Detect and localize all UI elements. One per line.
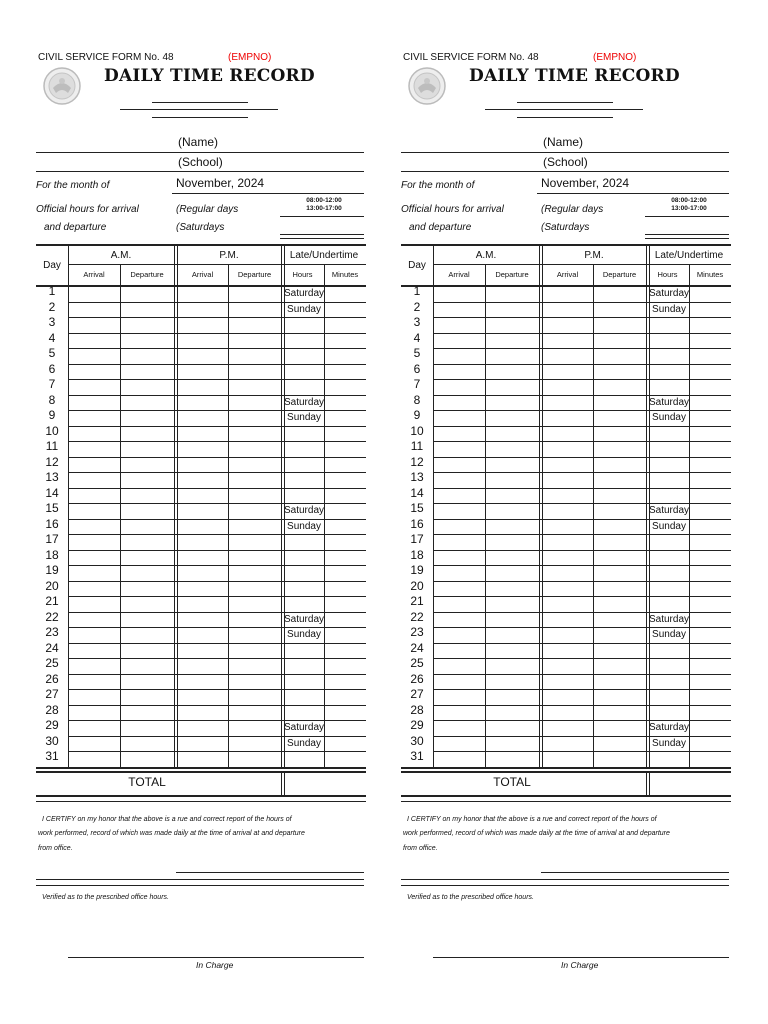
weekend-mark: Saturday [283, 505, 325, 516]
day-number: 14 [45, 485, 59, 500]
time-table [401, 244, 731, 804]
dtr-form-copy [401, 0, 731, 1024]
time-table [36, 244, 366, 804]
day-number: 31 [45, 749, 59, 763]
total-label: TOTAL [128, 775, 166, 789]
day-number: 16 [410, 516, 424, 531]
day-number: 19 [410, 563, 424, 577]
day-number: 26 [410, 671, 424, 686]
weekend-mark: Saturday [283, 288, 325, 299]
day-number: 23 [45, 625, 59, 639]
day-number: 7 [413, 377, 421, 391]
certify-text-3: from office. [38, 845, 73, 852]
header-day: Day [43, 260, 61, 271]
total-label: TOTAL [493, 775, 531, 789]
day-number: 22 [410, 609, 424, 624]
day-number: 18 [45, 547, 59, 562]
day-number: 12 [410, 454, 424, 469]
weekend-mark: Sunday [287, 412, 321, 423]
certify-text-1: I CERTIFY on my honor that the above is a rue and correct report of the hours of [407, 816, 657, 823]
day-number: 9 [413, 408, 421, 422]
header-pm-departure: Departure [602, 270, 637, 279]
header-pm: P.M. [219, 250, 239, 261]
day-number: 2 [413, 299, 421, 314]
weekend-mark: Sunday [652, 629, 686, 640]
day-number: 17 [410, 532, 424, 546]
day-number: 1 [48, 284, 56, 298]
header-minutes: Minutes [331, 270, 359, 279]
form-title: DAILY TIME RECORD [104, 66, 315, 86]
day-number: 27 [410, 687, 424, 701]
header-pm: P.M. [584, 250, 604, 261]
weekend-mark: Sunday [287, 303, 321, 315]
day-number: 2 [48, 299, 56, 314]
header-am: A.M. [110, 250, 132, 261]
header-hours: Hours [292, 270, 313, 279]
day-number: 15 [45, 501, 59, 515]
table-top-border [401, 244, 731, 246]
day-number: 7 [48, 377, 56, 391]
day-number: 11 [410, 439, 424, 453]
day-number: 21 [410, 594, 424, 608]
day-number: 30 [410, 733, 424, 748]
day-number: 28 [410, 702, 424, 717]
hours-am: 08:00-12:00 [671, 197, 707, 204]
weekend-mark: Saturday [648, 722, 690, 733]
form-title: DAILY TIME RECORD [469, 66, 680, 86]
header-late: Late/Undertime [289, 250, 359, 261]
weekend-mark: Sunday [287, 520, 321, 532]
weekend-mark: Saturday [648, 288, 690, 299]
weekend-mark: Sunday [287, 629, 321, 640]
day-number: 25 [410, 656, 424, 670]
day-number: 26 [45, 671, 59, 686]
weekend-mark: Sunday [652, 303, 686, 315]
month-label: For the month of [36, 180, 110, 191]
day-number: 4 [413, 330, 421, 345]
day-number: 6 [48, 361, 56, 376]
day-number: 30 [45, 733, 59, 748]
weekend-mark: Saturday [283, 722, 325, 733]
hours-pm: 13:00-17:00 [671, 205, 707, 212]
in-charge-line [68, 957, 364, 958]
day-number: 13 [410, 470, 424, 484]
day-number: 15 [410, 501, 424, 515]
day-number: 21 [45, 594, 59, 608]
day-number: 18 [410, 547, 424, 562]
regular-days-label: (Regular days [541, 204, 604, 215]
table-top-border [36, 244, 366, 246]
day-number: 29 [45, 718, 59, 732]
weekend-mark: Saturday [283, 613, 325, 625]
form-number: CIVIL SERVICE FORM No. 48 [403, 52, 539, 63]
day-number: 1 [413, 284, 421, 298]
day-number: 4 [48, 330, 56, 345]
official-hours-label-2: and departure [409, 222, 472, 233]
day-number: 22 [45, 609, 59, 624]
month-label: For the month of [401, 180, 475, 191]
day-number: 8 [413, 392, 421, 407]
header-am: A.M. [475, 250, 497, 261]
saturdays-label: (Saturdays [176, 222, 225, 233]
weekend-mark: Saturday [283, 396, 325, 408]
day-number: 20 [410, 578, 424, 593]
header-pm-arrival: Arrival [556, 270, 579, 279]
table-bottom-border [401, 767, 731, 769]
header-hours: Hours [657, 270, 678, 279]
weekend-mark: Saturday [648, 505, 690, 516]
table-bottom-border [36, 767, 366, 769]
header-late: Late/Undertime [654, 250, 724, 261]
verified-text: Verified as to the prescribed office hours. [42, 894, 169, 901]
day-number: 10 [410, 423, 424, 438]
day-number: 13 [45, 470, 59, 484]
employee-name: (Name) [543, 135, 584, 149]
official-hours-label: Official hours for arrival [36, 204, 139, 215]
weekend-mark: Sunday [287, 737, 321, 749]
deped-seal-icon [407, 66, 447, 106]
school-name: (School) [178, 155, 223, 169]
header-am-arrival: Arrival [448, 270, 470, 279]
day-number: 5 [413, 346, 421, 360]
hours-pm: 13:00-17:00 [306, 205, 342, 212]
day-number: 8 [48, 392, 56, 407]
month-value: November, 2024 [176, 176, 265, 190]
weekend-mark: Saturday [648, 396, 690, 408]
header-day: Day [408, 260, 426, 271]
in-charge-line [433, 957, 729, 958]
signature-line [541, 872, 729, 873]
day-number: 24 [410, 640, 424, 655]
day-number: 29 [410, 718, 424, 732]
signature-line [176, 872, 364, 873]
form-number: CIVIL SERVICE FORM No. 48 [38, 52, 174, 63]
weekend-mark: Sunday [652, 737, 686, 749]
day-number: 10 [45, 423, 59, 438]
deped-seal-icon [42, 66, 82, 106]
day-number: 3 [48, 315, 56, 329]
certify-text-2: work performed, record of which was made daily at the time of arrival at and departure [38, 830, 305, 837]
certify-text-2: work performed, record of which was made daily at the time of arrival at and departure [403, 830, 670, 837]
header-am-departure: Departure [495, 270, 529, 279]
header-am-arrival: Arrival [83, 270, 105, 279]
dtr-form [36, 0, 366, 1024]
day-number: 3 [413, 315, 421, 329]
certify-text-3: from office. [403, 845, 438, 852]
empno-label: (EMPNO) [228, 52, 272, 63]
header-minutes: Minutes [696, 270, 724, 279]
header-pm-departure: Departure [237, 270, 272, 279]
saturdays-label: (Saturdays [541, 222, 590, 233]
verified-text: Verified as to the prescribed office hours. [407, 894, 534, 901]
day-number: 24 [45, 640, 59, 655]
in-charge-label: In Charge [196, 960, 234, 970]
day-number: 17 [45, 532, 59, 546]
day-number: 6 [413, 361, 421, 376]
day-number: 11 [45, 439, 59, 453]
day-number: 23 [410, 625, 424, 639]
in-charge-label: In Charge [561, 960, 599, 970]
day-number: 27 [45, 687, 59, 701]
empno-label: (EMPNO) [593, 52, 637, 63]
weekend-mark: Sunday [652, 520, 686, 532]
day-number: 5 [48, 346, 56, 360]
day-number: 9 [48, 408, 56, 422]
official-hours-label: Official hours for arrival [401, 204, 504, 215]
day-number: 19 [45, 563, 59, 577]
day-number: 28 [45, 702, 59, 717]
day-number: 25 [45, 656, 59, 670]
certify-text-1: I CERTIFY on my honor that the above is a rue and correct report of the hours of [42, 816, 292, 823]
school-name: (School) [543, 155, 588, 169]
header-am-departure: Departure [130, 270, 164, 279]
weekend-mark: Sunday [652, 412, 686, 423]
employee-name: (Name) [178, 135, 219, 149]
day-number: 31 [410, 749, 424, 763]
day-number: 16 [45, 516, 59, 531]
weekend-mark: Saturday [648, 613, 690, 625]
day-number: 20 [45, 578, 59, 593]
hours-am: 08:00-12:00 [306, 197, 342, 204]
day-number: 12 [45, 454, 59, 469]
day-number: 14 [410, 485, 424, 500]
month-value: November, 2024 [541, 176, 630, 190]
official-hours-label-2: and departure [44, 222, 107, 233]
header-pm-arrival: Arrival [191, 270, 214, 279]
regular-days-label: (Regular days [176, 204, 239, 215]
